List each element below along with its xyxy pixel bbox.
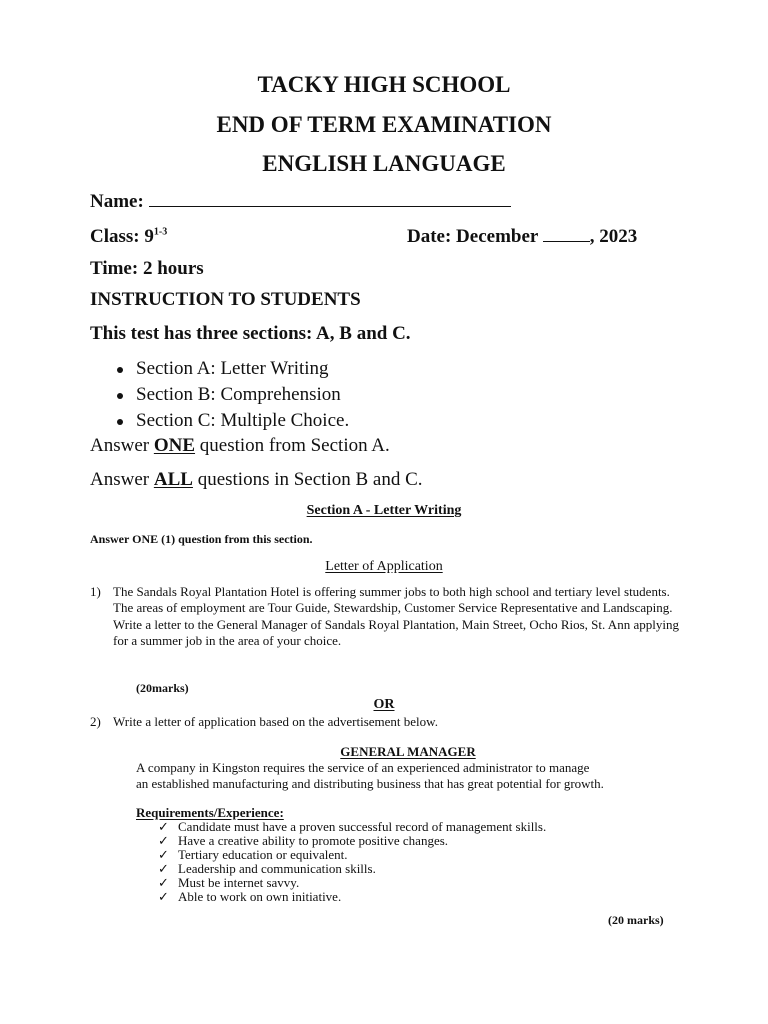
class-label: Class: 9 xyxy=(90,226,154,247)
question-2-number: 2) xyxy=(90,714,101,729)
instruction-text: question from Section A. xyxy=(195,435,390,456)
bullet-icon xyxy=(117,419,123,425)
exam-title: END OF TERM EXAMINATION xyxy=(216,112,552,137)
instruction-emphasis: ONE xyxy=(153,435,196,456)
question-2-marks: (20 marks) xyxy=(608,913,664,927)
answer-one-instruction xyxy=(90,435,390,457)
class-field xyxy=(90,226,167,248)
date-label: Date: December xyxy=(407,226,538,247)
section-list-item: Section B: Comprehension xyxy=(136,384,341,405)
name-row xyxy=(90,191,511,213)
checkmark-icon: ✓ xyxy=(158,847,169,862)
requirement-text: Must be internet savvy. xyxy=(178,875,300,890)
date-blank xyxy=(543,226,590,242)
answer-all-instruction xyxy=(90,469,423,491)
checkmark-icon: ✓ xyxy=(158,889,169,904)
school-name: TACKY HIGH SCHOOL xyxy=(257,72,511,97)
ad-description-line: an established manufacturing and distributing business that has great potential for growth. xyxy=(136,776,604,791)
date-field xyxy=(407,226,637,248)
bullet-icon xyxy=(117,393,123,399)
test-intro: This test has three sections: A, B and C. xyxy=(90,323,411,344)
question-1-marks: (20marks) xyxy=(136,681,189,695)
requirement-text: Able to work on own initiative. xyxy=(178,889,342,904)
question-1-number: 1) xyxy=(90,584,101,599)
section-a-heading xyxy=(0,503,768,519)
ad-description-line: A company in Kingston requires the service of an experienced administrator to manage xyxy=(136,760,590,775)
ad-title xyxy=(0,744,768,760)
date-year: , 2023 xyxy=(589,226,638,247)
section-list-item: Section C: Multiple Choice. xyxy=(136,410,350,431)
subheading-text: Letter of Application xyxy=(325,559,443,574)
name-blank xyxy=(149,191,511,207)
checkmark-icon: ✓ xyxy=(158,833,169,848)
ad-title-text: GENERAL MANAGER xyxy=(340,744,476,759)
checkmark-icon: ✓ xyxy=(158,861,169,876)
requirement-text: Candidate must have a proven successful record of management skills. xyxy=(178,819,547,834)
requirement-text: Have a creative ability to promote positive changes. xyxy=(178,833,449,848)
bullet-icon xyxy=(117,367,123,373)
letter-of-application-heading xyxy=(0,559,768,575)
subject-title: ENGLISH LANGUAGE xyxy=(262,151,506,176)
instruction-text: Answer xyxy=(90,469,154,490)
question-2-text: Write a letter of application based on the advertisement below. xyxy=(113,714,438,729)
instruction-text: Answer xyxy=(90,435,154,456)
question-1-text: The Sandals Royal Plantation Hotel is offering summer jobs to both high school and tertiary level students. The areas of employment are Tour Guide, Stewardship, Customer Service Representative and Landscaping. Write a letter to the General Manager of Sandals Royal Plantation, Main Street, Ocho Rios, St. Ann applying for a summer job in the area of your choice. xyxy=(113,584,679,649)
requirement-text: Tertiary education or equivalent. xyxy=(178,847,348,862)
requirement-text: Leadership and communication skills. xyxy=(178,861,376,876)
checkmark-icon: ✓ xyxy=(158,819,169,834)
section-list-item: Section A: Letter Writing xyxy=(136,358,329,379)
instruction-text: questions in Section B and C. xyxy=(192,469,423,490)
checkmark-icon: ✓ xyxy=(158,875,169,890)
section-a-heading-text: Section A - Letter Writing xyxy=(306,503,462,518)
section-a-instruction: Answer ONE (1) question from this section. xyxy=(90,532,313,546)
or-text: OR xyxy=(373,697,395,712)
requirement-item xyxy=(158,889,341,905)
name-label: Name: xyxy=(90,191,144,212)
instruction-emphasis: ALL xyxy=(153,469,193,490)
class-superscript: 1-3 xyxy=(153,226,168,238)
requirements-heading-text: Requirements/Experience: xyxy=(136,805,284,820)
time-allowed: Time: 2 hours xyxy=(90,258,204,279)
or-separator xyxy=(0,697,768,713)
instruction-heading: INSTRUCTION TO STUDENTS xyxy=(90,289,361,310)
